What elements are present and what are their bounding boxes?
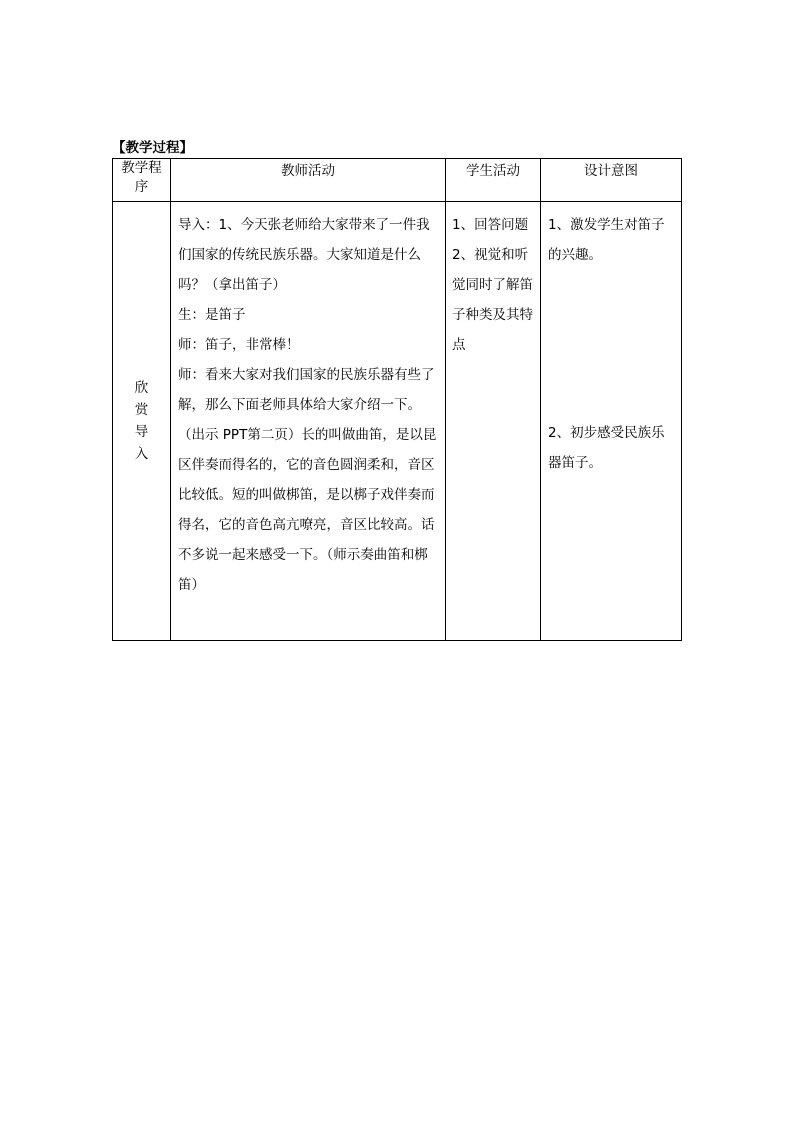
teacher-paragraph: 师：笛子，非常棒！ — [178, 337, 300, 353]
section-title: 【教学过程】 — [112, 140, 193, 156]
header-procedure-line1: 教学程 — [121, 160, 162, 176]
header-procedure — [113, 159, 171, 202]
header-teacher-activity: 教师活动 — [171, 159, 446, 202]
student-paragraph: 1、回答问题 — [452, 217, 529, 233]
lesson-table — [112, 158, 682, 641]
stage-char: 赏 — [134, 402, 149, 418]
header-student-activity: 学生活动 — [446, 159, 541, 202]
teacher-paragraph: 师：看来大家对我们国家的民族乐器有些了解，那么下面老师具体给大家介绍一下。（出示 PPT第二页）长的叫做曲笛，是以昆区伴奏而得名的，它的音色圆润柔和，音区比较低。短的叫做梆笛，是以梆子戏伴奏而得名，它的音色高亢嘹亮，音区比较高。话不多说一起来感受一下。（师示奏曲笛和梆笛） — [178, 367, 437, 593]
teacher-paragraph: 生：是笛子 — [178, 307, 246, 323]
table-header-row — [113, 159, 682, 202]
student-paragraph: 2、视觉和听觉同时了解笛子种类及其特点 — [452, 247, 533, 353]
stage-char: 导 — [134, 424, 149, 440]
table-row — [113, 202, 682, 641]
student-activity-cell — [446, 202, 541, 641]
intent-paragraph: 1、激发学生对笛子的兴趣。 — [548, 217, 665, 263]
intent-paragraph: 2、初步感受民族乐器笛子。 — [548, 425, 665, 471]
stage-char: 欣 — [134, 380, 149, 396]
header-procedure-line2: 序 — [134, 179, 149, 195]
teacher-paragraph: 导入：1、今天张老师给大家带来了一件我们国家的传统民族乐器。大家知道是什么吗？（拿出笛子） — [178, 217, 430, 293]
header-design-intent: 设计意图 — [541, 159, 682, 202]
stage-cell — [113, 202, 171, 641]
design-intent-cell — [541, 202, 682, 641]
intent-spacer — [541, 270, 681, 418]
stage-char: 入 — [134, 446, 149, 462]
teacher-activity-cell — [171, 202, 446, 641]
